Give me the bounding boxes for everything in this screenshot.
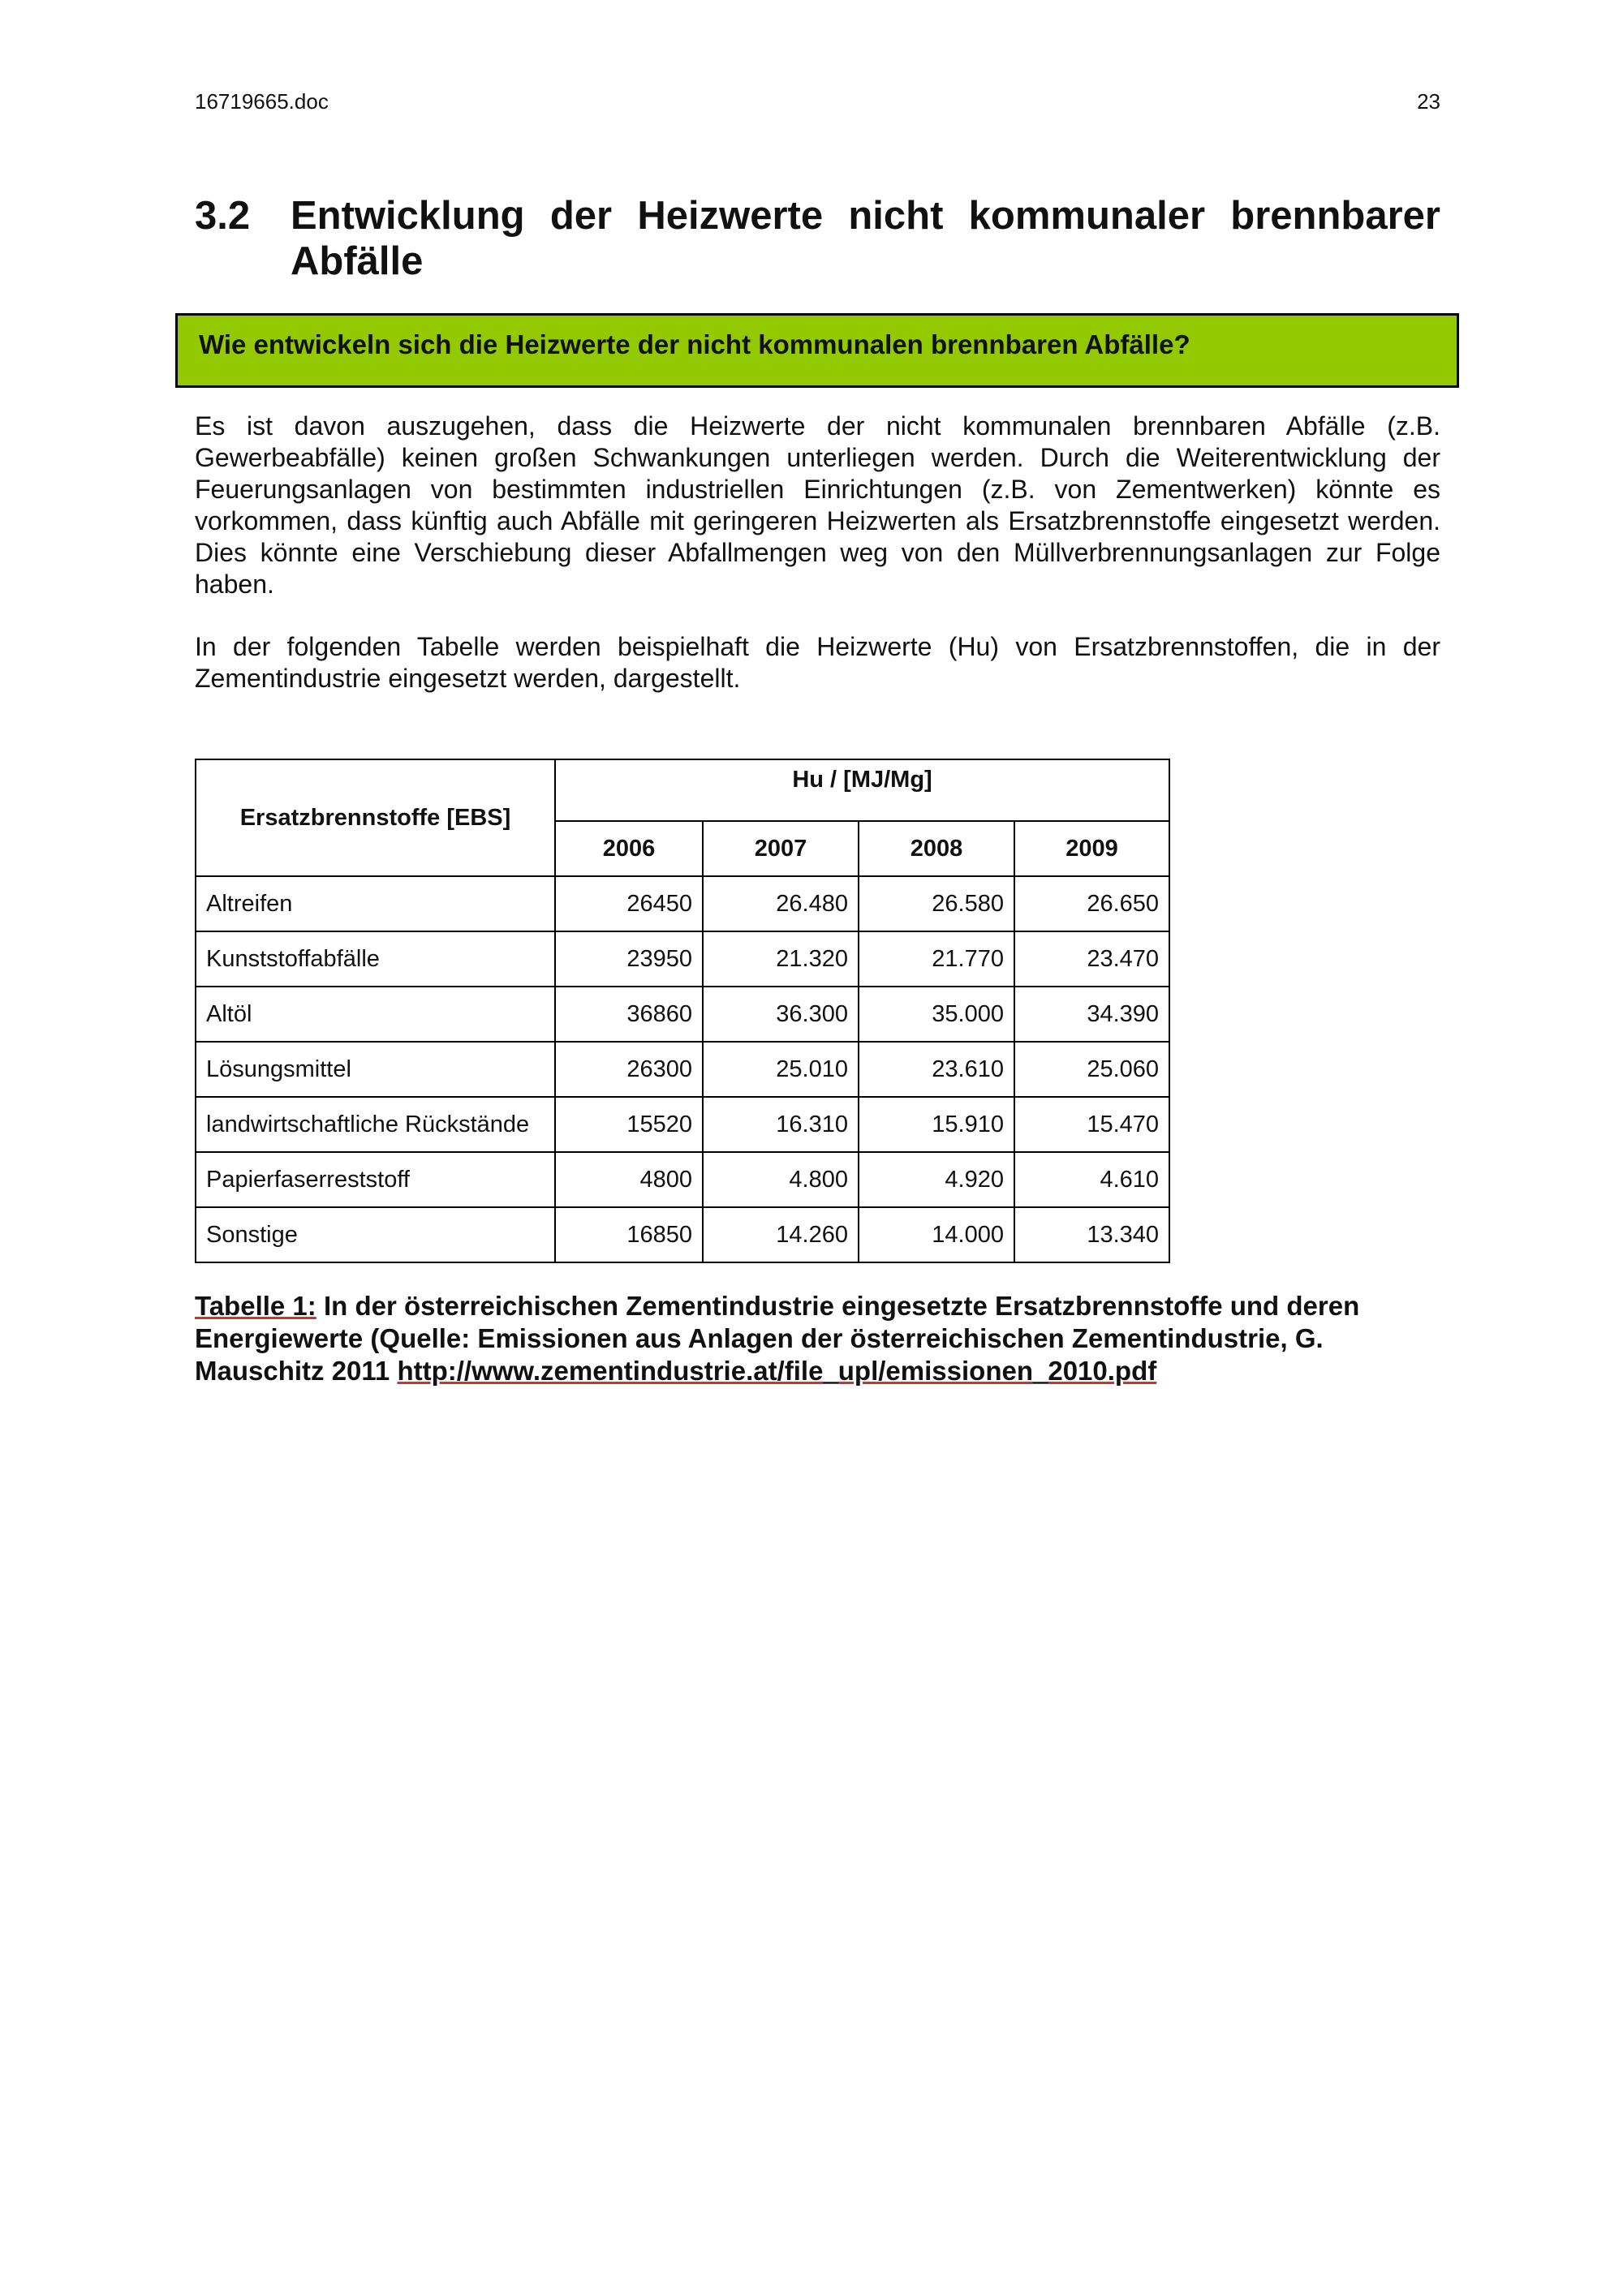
table-cell: 34.390 xyxy=(1014,987,1169,1042)
row-label: Altöl xyxy=(196,987,555,1042)
row-label: Altreifen xyxy=(196,876,555,931)
table-cell: 36.300 xyxy=(703,987,859,1042)
table-row xyxy=(196,1207,1169,1262)
table-cell: 35.000 xyxy=(859,987,1014,1042)
question-box xyxy=(175,313,1459,388)
year-header: 2008 xyxy=(859,821,1014,876)
table-cell: 15520 xyxy=(555,1097,703,1152)
paragraph-intro: Es ist davon auszugehen, dass die Heizwerte der nicht kommunalen brennbaren Abfälle (z.B. Gewerbeabfälle) keinen großen Schwankungen unterliegen werden. Durch die Weiterentwicklung der Feuerungsanlagen von bestimmten industriellen Einrichtungen (z.B. von Zementwerken) könnte es vorkommen, dass künftig auch Abfälle mit geringeren Heizwerten als Ersatzbrennstoffe eingesetzt werden. Dies könnte eine Verschiebung dieser Abfallmengen weg von den Müllverbrennungsanlagen zur Folge haben. xyxy=(195,411,1440,599)
year-header: 2007 xyxy=(703,821,859,876)
caption-text: In der österreichischen Zementindustrie eingesetzte Ersatzbrennstoffe und deren Energiewerte (Quelle: Emissionen aus Anlagen der österreichischen Zementindustrie, G. Mauschitz 2011 xyxy=(195,1291,1360,1386)
section-title: Entwicklung der Heizwerte nicht kommunaler brennbarer Abfälle xyxy=(291,194,1440,283)
section-number: 3.2 xyxy=(195,194,251,238)
source-link[interactable]: http://www.zementindustrie.at/file_upl/emissionen_2010.pdf xyxy=(397,1356,1157,1386)
heating-values-table xyxy=(195,759,1170,1263)
table-row xyxy=(196,987,1169,1042)
table-caption xyxy=(195,1290,1453,1387)
table-cell: 26.580 xyxy=(859,876,1014,931)
caption-label: Tabelle 1: xyxy=(195,1291,316,1321)
table-cell: 14.260 xyxy=(703,1207,859,1262)
table-row xyxy=(196,1097,1169,1152)
table-row xyxy=(196,1152,1169,1207)
table-cell: 4.920 xyxy=(859,1152,1014,1207)
table-cell: 26.480 xyxy=(703,876,859,931)
table-cell: 16.310 xyxy=(703,1097,859,1152)
table-cell: 23950 xyxy=(555,931,703,987)
table-cell: 4800 xyxy=(555,1152,703,1207)
paragraph-table-intro: In der folgenden Tabelle werden beispielhaft die Heizwerte (Hu) von Ersatzbrennstoffen, die in der Zementindustrie eingesetzt werden, dargestellt. xyxy=(195,632,1440,693)
row-header-cell: Ersatzbrennstoffe [EBS] xyxy=(196,759,555,876)
year-header: 2009 xyxy=(1014,821,1169,876)
row-label: Kunststoffabfälle xyxy=(196,931,555,987)
table-row xyxy=(196,876,1169,931)
table-cell: 15.470 xyxy=(1014,1097,1169,1152)
table-cell: 23.470 xyxy=(1014,931,1169,987)
table-cell: 16850 xyxy=(555,1207,703,1262)
table-cell: 23.610 xyxy=(859,1042,1014,1097)
table-cell: 15.910 xyxy=(859,1097,1014,1152)
year-header: 2006 xyxy=(555,821,703,876)
row-label: Papierfaserreststoff xyxy=(196,1152,555,1207)
table-row xyxy=(196,931,1169,987)
group-header-cell: Hu / [MJ/Mg] xyxy=(555,759,1169,821)
table-cell: 4.800 xyxy=(703,1152,859,1207)
row-label: Sonstige xyxy=(196,1207,555,1262)
document-filename: 16719665.doc xyxy=(195,89,329,114)
table-row xyxy=(196,1042,1169,1097)
question-text: Wie entwickeln sich die Heizwerte der nicht kommunalen brennbaren Abfälle? xyxy=(199,329,1190,359)
table-cell: 26450 xyxy=(555,876,703,931)
table-cell: 25.010 xyxy=(703,1042,859,1097)
row-label: Lösungsmittel xyxy=(196,1042,555,1097)
table-cell: 36860 xyxy=(555,987,703,1042)
table-cell: 21.770 xyxy=(859,931,1014,987)
page-number: 23 xyxy=(1417,89,1440,114)
table-cell: 14.000 xyxy=(859,1207,1014,1262)
table-cell: 26.650 xyxy=(1014,876,1169,931)
table-cell: 4.610 xyxy=(1014,1152,1169,1207)
row-label: landwirtschaftliche Rückstände xyxy=(196,1097,555,1152)
table-cell: 13.340 xyxy=(1014,1207,1169,1262)
table-cell: 26300 xyxy=(555,1042,703,1097)
table-cell: 25.060 xyxy=(1014,1042,1169,1097)
table-cell: 21.320 xyxy=(703,931,859,987)
